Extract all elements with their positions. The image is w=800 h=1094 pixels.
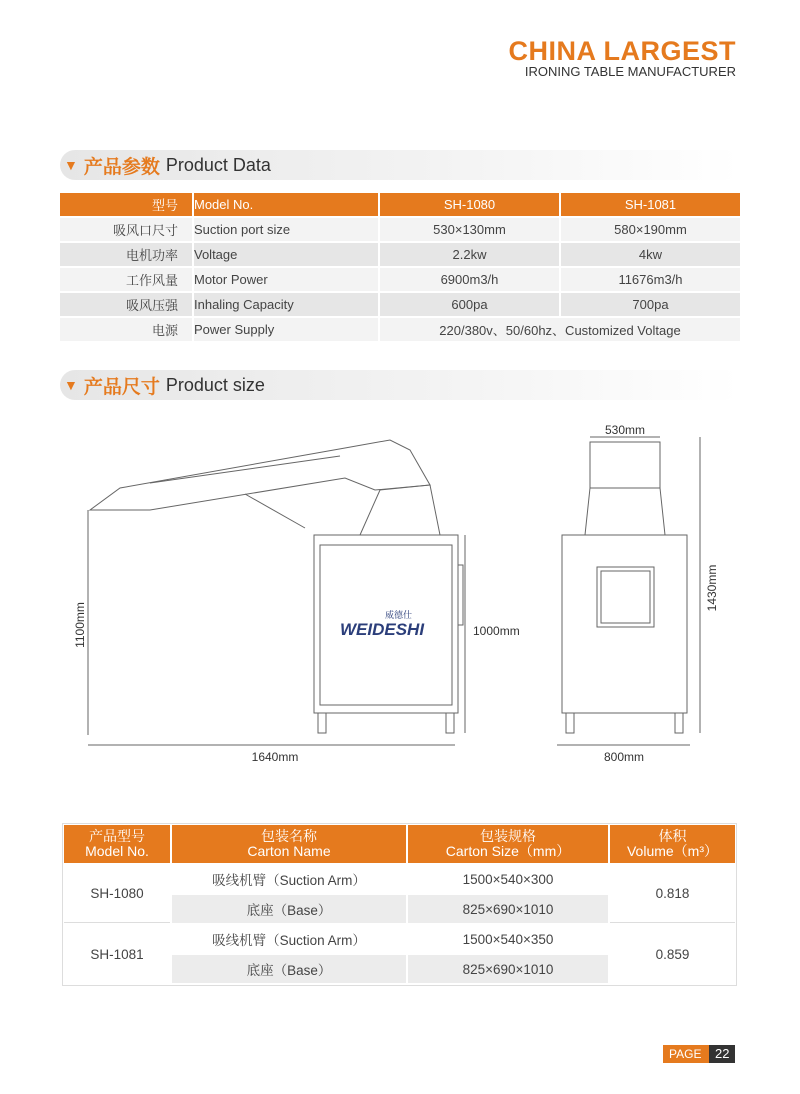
dim-cabinet-height: 1000mm [473,624,520,638]
header-en: Carton Size（mm） [445,843,571,859]
header-title: CHINA LARGEST [508,36,736,66]
header-zh: 体积 [658,828,687,844]
brand-logo: WEIDESHI [340,620,425,639]
cell: Inhaling Capacity [194,293,378,316]
header-cell: Model No. [194,193,378,216]
cell: 电机功率 [60,243,192,266]
section-title-zh: 产品尺寸 [83,376,160,398]
header-zh: 产品型号 [89,828,145,844]
cell: 工作风量 [60,268,192,291]
cell: 电源 [60,318,192,341]
model-cell: SH-1080 [64,865,170,923]
table-row [64,925,735,953]
cell: 底座（Base） [172,895,406,923]
dim-front-height: 1430mm [705,564,719,612]
header-cell [172,825,406,863]
triangle-down-icon: ▼ [64,157,78,173]
cell: 580×190mm [561,218,740,241]
table-row [60,318,740,341]
dimension-drawing [0,410,800,780]
page-indicator [663,1045,735,1063]
header-cell: 型号 [60,193,192,216]
section-title-en: Product Data [165,154,271,175]
cell: 220/380v、50/60hz、Customized Voltage [380,318,740,341]
section-title-zh: 产品参数 [83,156,160,178]
cell: 1500×540×350 [408,925,608,953]
cell: Suction port size [194,218,378,241]
cell: 530×130mm [380,218,559,241]
table-row [60,243,740,266]
cell: 6900m3/h [380,268,559,291]
cell: 4kw [561,243,740,266]
product-data-table [58,191,742,343]
dim-front-width: 800mm [603,750,645,764]
cell: Voltage [194,243,378,266]
dim-width-total: 1640mm [251,750,299,764]
page-number: 22 [709,1045,735,1063]
side-view [88,440,465,745]
packing-table [62,823,737,985]
section-heading-product-data [60,150,740,180]
cell: 底座（Base） [172,955,406,983]
header-subtitle: IRONING TABLE MANUFACTURER [524,64,736,79]
cell: Motor Power [194,268,378,291]
header-cell: SH-1080 [380,193,559,216]
volume-cell: 0.818 [610,865,735,923]
cell: 吸风压强 [60,293,192,316]
table-row [60,268,740,291]
model-cell: SH-1081 [64,925,170,983]
header-en: Carton Name [247,843,331,859]
triangle-down-icon: ▼ [64,377,78,393]
table-row [60,218,740,241]
cell: 2.2kw [380,243,559,266]
cell: 600pa [380,293,559,316]
table-header-row [64,825,735,863]
cell: 1500×540×300 [408,865,608,893]
cell: 吸线机臂（Suction Arm） [172,925,406,953]
header-en: Model No. [85,843,149,859]
cell: 吸风口尺寸 [60,218,192,241]
header-en: Volume（m³） [626,843,719,859]
cell: 吸线机臂（Suction Arm） [172,865,406,893]
brand-logo-zh: 威德仕 [385,610,413,620]
table-row [64,865,735,893]
cell: 11676m3/h [561,268,740,291]
page-label: PAGE [663,1045,709,1063]
table-header-row [60,193,740,216]
header-zh: 包装名称 [261,828,317,844]
header-cell [408,825,608,863]
header-cell [610,825,735,863]
header-cell: SH-1081 [561,193,740,216]
header-zh: 包装规格 [480,828,536,844]
dim-hood-width: 530mm [604,423,646,437]
front-view [557,437,700,745]
cell: 825×690×1010 [408,955,608,983]
dim-height-total: 1100mm [73,602,87,648]
volume-cell: 0.859 [610,925,735,983]
cell: 825×690×1010 [408,895,608,923]
section-heading-product-size [60,370,740,400]
header-cell [64,825,170,863]
cell: Power Supply [194,318,378,341]
table-row [60,293,740,316]
section-title-en: Product size [165,374,265,395]
cell: 700pa [561,293,740,316]
